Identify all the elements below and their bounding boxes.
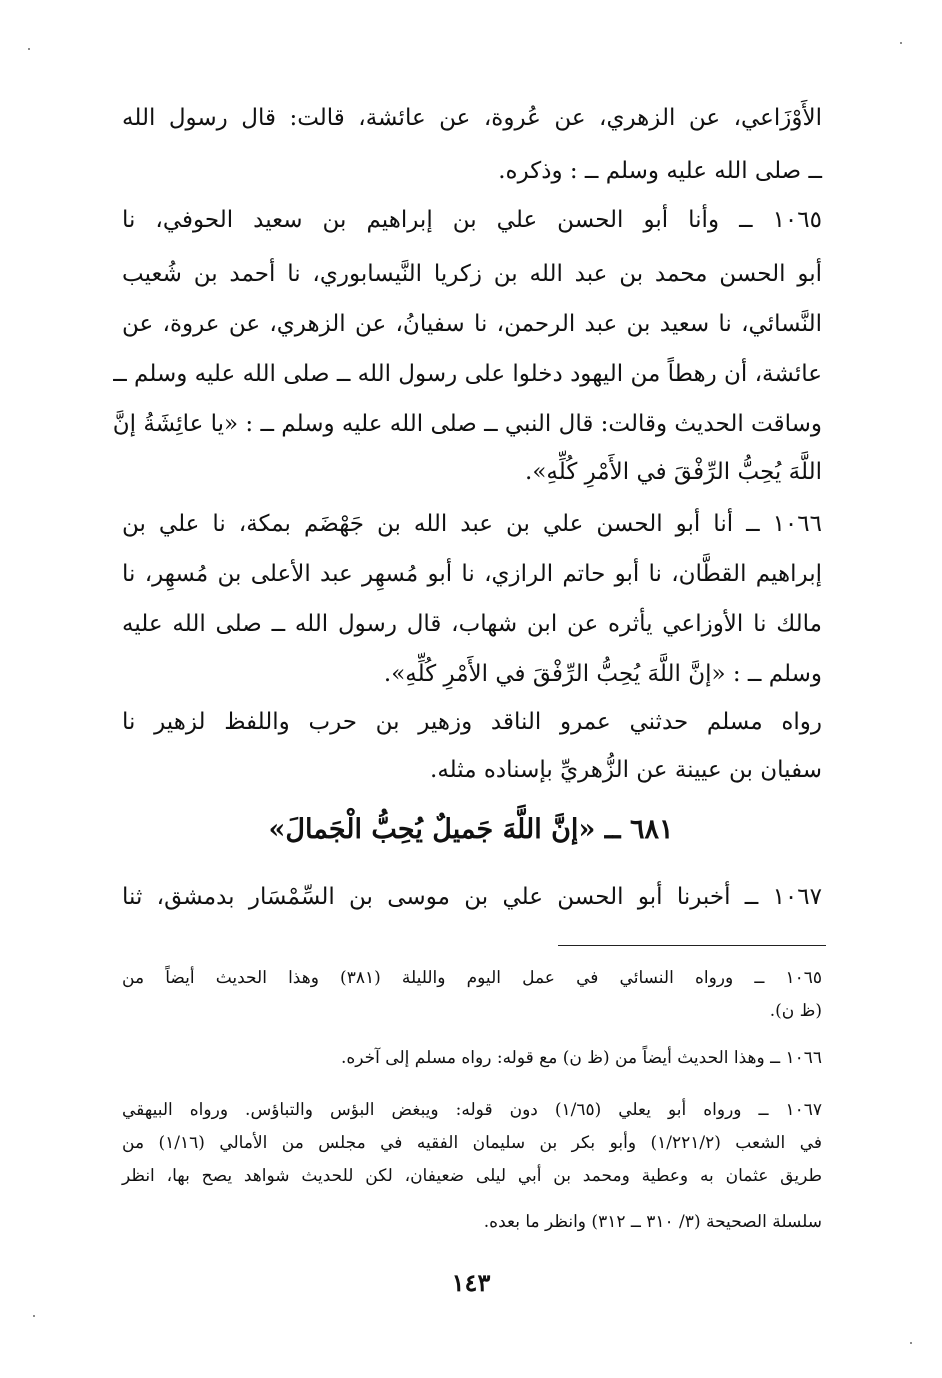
text-line: سفيان بن عيينة عن الزُّهريِّ بإسناده مثله. [430, 757, 822, 783]
text-line: ١٠٦٥ ــ وأنا أبو الحسن علي بن إبراهيم بن سعيد الحوفي، نا [122, 207, 822, 233]
text-line: ١٠٦٦ ــ أنا أبو الحسن علي بن عبد الله بن جَهْضَم بمكة، نا علي بن [122, 511, 822, 537]
page-number: ١٤٣ [451, 1268, 491, 1297]
text-line: وسلم ــ : «إنَّ اللَّهَ يُحِبُّ الرِّفْقَ في الأَمْرِ كُلِّهِ». [383, 661, 822, 687]
text-line: رواه مسلم حدثني عمرو الناقد وزهير بن حرب واللفظ لزهير نا [122, 709, 822, 735]
scan-speck [28, 48, 30, 50]
text-line: مالك نا الأوزاعي يأثره عن ابن شهاب، قال رسول الله ــ صلى الله عليه [122, 611, 822, 637]
footnote-line: ١٠٦٦ ــ وهذا الحديث أيضاً من (ظ ن) مع قوله: رواه مسلم إلى آخره. [340, 1048, 822, 1068]
text-line: اللَّهَ يُحِبُّ الرِّفْقَ في الأَمْرِ كُلِّهِ». [525, 459, 822, 485]
scan-speck [33, 1315, 35, 1317]
text-line: ــ صلى الله عليه وسلم ــ : وذكره. [498, 158, 822, 184]
text-line: ١٠٦٧ ــ أخبرنا أبو الحسن علي بن موسى بن السِّمْسَار بدمشق، ثنا [122, 884, 822, 910]
footnote-line: طريق عثمان به وعطية ومحمد بن أبي ليلى ضعيفان، لكن للحديث شواهد يصح بها، انظر [122, 1166, 822, 1186]
text-line: النَّسائي، نا سعيد بن عبد الرحمن، نا سفيانُ، عن الزهري، عن عروة، عن [122, 311, 822, 337]
footnote-line: سلسلة الصحيحة (٣/ ٣١٠ ــ ٣١٢) وانظر ما بعده. [483, 1212, 822, 1232]
scan-speck [910, 1342, 912, 1344]
text-line: أبو الحسن محمد بن عبد الله بن زكريا النَّيسابوري، نا أحمد بن شُعيب [122, 261, 822, 287]
text-line: إبراهيم القطَّان، نا أبو حاتم الرازي، نا أبو مُسهِر عبد الأعلى بن مُسهِر، نا [122, 561, 822, 587]
footnote-line: ١٠٦٥ ــ ورواه النسائي في عمل اليوم والليلة (٣٨١) وهذا الحديث أيضاً من [122, 968, 822, 988]
scan-speck [900, 42, 902, 44]
footnote-separator [558, 945, 826, 946]
footnote-line: في الشعب (١/٢٢١/٢) وأبو بكر بن سليمان الفقيه في مجلس من الأمالي (١/١٦) من [122, 1133, 822, 1153]
footnote-line: ١٠٦٧ ــ ورواه أبو يعلي (١/٦٥) دون قوله: ويبغض البؤس والتباؤس. ورواه البيهقي [122, 1100, 822, 1120]
footnote-line: (ظ ن). [769, 1001, 822, 1021]
section-heading: ٦٨١ ــ «إنَّ اللَّهَ جَميلٌ يُحِبُّ الْجَمالَ» [268, 814, 674, 845]
text-line: الأَوْزَاعي، عن الزهري، عن عُروة، عن عائشة، قالت: قال رسول الله [122, 105, 822, 131]
text-line: عائشة، أن رهطاً من اليهود دخلوا على رسول الله ــ صلى الله عليه وسلم ــ [113, 361, 822, 387]
text-line: وساقت الحديث وقالت: قال النبي ــ صلى الله عليه وسلم ــ : «يا عائِشَةُ إنَّ [112, 411, 822, 437]
